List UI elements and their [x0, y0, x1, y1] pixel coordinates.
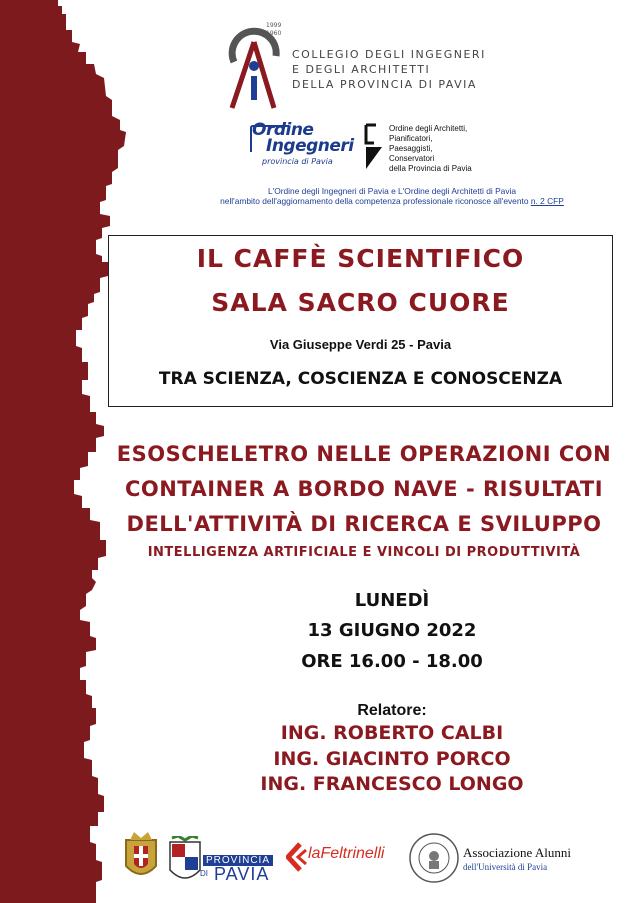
speaker-name: ING. ROBERTO CALBI: [280, 722, 504, 744]
college-name-line: COLLEGIO DEGLI INGEGNERI: [292, 48, 486, 61]
college-year-start: 1999: [266, 22, 282, 29]
architetti-line: Pianificatori,: [389, 134, 433, 143]
college-years: [266, 22, 281, 38]
provincia-label: PROVINCIA: [203, 855, 273, 866]
pavia-city-crest: [120, 830, 162, 884]
talk-title-line1: ESOSCHELETRO NELLE OPERAZIONI CON: [116, 442, 612, 466]
feltrinelli-logo-mark: [286, 842, 308, 872]
speakers-label: Relatore:: [357, 702, 427, 719]
event-date: 13 GIUGNO 2022: [307, 620, 477, 641]
college-name-line: DELLA PROVINCIA DI PAVIA: [292, 78, 477, 91]
intro-text: [150, 186, 634, 206]
event-venue: SALA SACRO CUORE: [211, 288, 510, 317]
feltrinelli-logo-text: laFeltrinelli: [308, 845, 385, 862]
ordine-architetti-text: [389, 124, 472, 174]
talk-subtitle: INTELLIGENZA ARTIFICIALE E VINCOLI DI PRODUTTIVITÀ: [147, 545, 581, 560]
event-title: IL CAFFÈ SCIENTIFICO: [196, 244, 525, 273]
ordine-ingegneri-line1: Ordine: [252, 120, 314, 140]
event-tagline: TRA SCIENZA, COSCIENZA E CONOSCENZA: [158, 369, 563, 389]
provincia-pavia-crest: [168, 836, 202, 888]
architetti-line: Conservatori: [389, 154, 435, 163]
intro-line2: nell'ambito dell'aggiornamento della competenza professionale riconosce all'evento: [220, 196, 531, 206]
intro-line1: L'Ordine degli Ingegneri di Pavia e L'Ordine degli Architetti di Pavia: [267, 186, 517, 196]
speaker-name: ING. FRANCESCO LONGO: [260, 773, 524, 795]
ordine-ingegneri-line2: Ingegneri: [266, 136, 354, 156]
speaker-name: ING. GIACINTO PORCO: [273, 748, 511, 770]
provincia-di: DI: [200, 869, 208, 878]
college-name: [292, 47, 486, 92]
talk-title-line2: CONTAINER A BORDO NAVE - RISULTATI: [124, 477, 604, 501]
talk-title-line3: DELL'ATTIVITÀ DI RICERCA E SVILUPPO: [126, 512, 602, 536]
ordine-ingegneri-line3: provincia di Pavia: [262, 157, 333, 166]
architetti-line: Paesaggisti,: [389, 144, 433, 153]
event-address: Via Giuseppe Verdi 25 - Pavia: [269, 337, 452, 352]
college-name-line: E DEGLI ARCHITETTI: [292, 63, 431, 76]
universita-pavia-seal: [408, 832, 460, 884]
event-day: LUNEDÌ: [354, 590, 430, 611]
architetti-line: Ordine degli Architetti,: [389, 124, 468, 133]
college-year-end: 1960: [266, 30, 282, 37]
associazione-alunni-line2: dell'Università di Pavia: [463, 862, 548, 872]
associazione-alunni-line1: Associazione Alunni: [463, 845, 571, 860]
ordine-architetti-logo: [364, 123, 384, 171]
event-time: ORE 16.00 - 18.00: [301, 651, 483, 672]
cfp-credits: n. 2 CFP: [530, 196, 564, 206]
architetti-line: della Provincia di Pavia: [389, 164, 472, 173]
provincia-pavia: PAVIA: [214, 864, 270, 884]
